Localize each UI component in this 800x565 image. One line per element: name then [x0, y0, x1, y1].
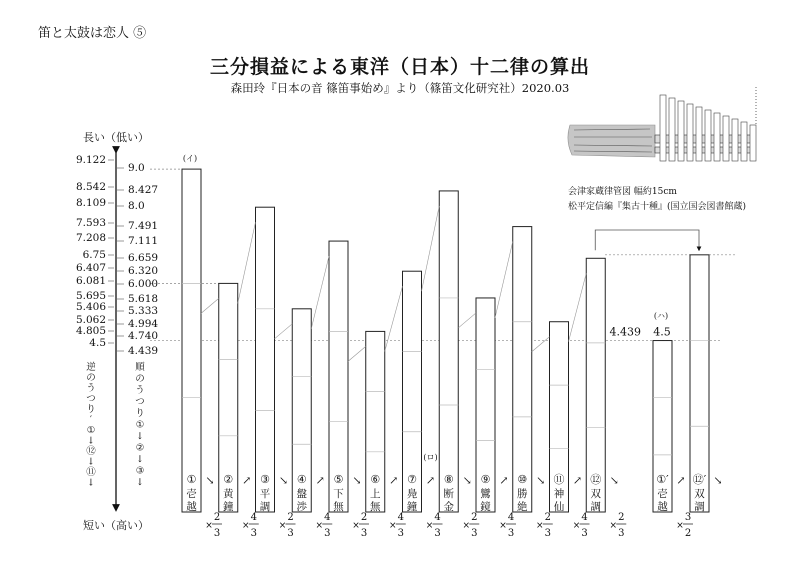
inner-value: 6.659 [128, 252, 159, 264]
outer-value: 7.593 [75, 217, 106, 229]
inner-order-note: の [135, 373, 145, 385]
pipe-name-char: 無 [333, 501, 344, 513]
multiplier-denominator: 3 [360, 528, 368, 539]
pipe-name-char: 金 [443, 501, 454, 513]
pipe-number: ⑦ [407, 473, 417, 486]
outer-order-note: う [86, 383, 96, 394]
outer-value: 8.542 [75, 181, 106, 193]
multiplier-sign: × [352, 521, 360, 531]
outer-order-note: ↓ [87, 435, 95, 447]
pipe-name-char: 断 [443, 488, 454, 500]
multiplier-denominator: 3 [397, 528, 404, 539]
pipe-arrow: ↗ [572, 474, 583, 487]
inner-value: 5.618 [128, 293, 159, 305]
pipe-arrow: ↗ [389, 474, 399, 487]
outer-value: 6.75 [82, 249, 106, 261]
outer-order-note: ↓ [87, 456, 95, 468]
outer-order-note: ↓ [87, 477, 95, 489]
outer-value: 4.5 [89, 337, 106, 349]
pipe-number: ⑧ [443, 473, 454, 486]
inner-value: 5.333 [128, 305, 159, 317]
axis-top-label: 長い（低い） [83, 131, 149, 144]
outer-order-note: ′ [89, 414, 93, 426]
multiplier-numerator: 3 [684, 512, 692, 523]
connector-line [495, 242, 513, 318]
pipe-number: ② [223, 473, 234, 486]
multiplier-numerator: 4 [250, 512, 257, 523]
inner-order-note: つ [135, 396, 145, 408]
multiplier-numerator: 4 [507, 512, 515, 523]
outer-order-note: ⑫ [86, 446, 96, 457]
inner-order-note: ① [135, 419, 145, 431]
outer-order-note: り [86, 404, 96, 415]
pipe-number: ⑩ [517, 473, 528, 486]
multiplier-denominator: 3 [250, 528, 257, 539]
pipe-number: ⑫ [590, 473, 602, 486]
multiplier-sign: × [388, 521, 397, 531]
inner-order-note: う [135, 385, 145, 396]
marker-ha: (ハ) [653, 311, 669, 321]
transfer-bracket [595, 230, 699, 250]
pipe-13 [653, 341, 672, 512]
connector-line [201, 298, 219, 313]
multiplier-numerator: 2 [287, 512, 294, 523]
connector-line [385, 286, 403, 351]
pipe-name-char: 無 [370, 501, 381, 513]
multiplier-denominator: 3 [544, 528, 551, 539]
multiplier-denominator: 3 [434, 528, 441, 539]
pipe-8 [439, 191, 458, 512]
multiplier-numerator: 4 [397, 512, 404, 523]
label-4-5: 4.5 [653, 325, 671, 339]
multiplier-sign: × [535, 521, 544, 531]
outer-order-note: 逆 [86, 362, 96, 373]
pipe-name-char: 上 [370, 488, 381, 500]
pipe-number: ⑪ [553, 473, 565, 486]
image-caption-1: 会津家蔵律管図 幅約15cm [568, 187, 677, 197]
inner-order-note: ↓ [136, 454, 144, 465]
multiplier-numerator: 4 [324, 512, 331, 523]
outer-order-note: ⑪ [86, 467, 96, 478]
outer-value: 6.407 [75, 262, 106, 274]
pipe-name-char: 双 [694, 488, 705, 500]
pipe-1 [182, 169, 201, 512]
pipe-number: ⑥ [370, 473, 381, 486]
multiplier-sign: × [315, 521, 324, 531]
pipe-arrow: ↘ [205, 474, 215, 487]
inner-value: 9.0 [128, 162, 145, 174]
pipe-name-char: 平 [259, 488, 271, 500]
pipe-name-char: 越 [657, 501, 668, 513]
multiplier-numerator: 2 [618, 512, 625, 523]
image-caption-2: 松平定信編『集古十種』(国立国会図書館蔵) [568, 202, 747, 212]
connector-line [458, 313, 476, 328]
outer-value: 4.805 [75, 325, 106, 337]
outer-order-note: の [86, 372, 96, 384]
pipe-name-char: 下 [333, 488, 344, 500]
pipe-number: ④ [296, 473, 307, 486]
marker-i: (イ) [182, 154, 198, 164]
inner-order-note: ② [135, 442, 145, 454]
pipe-arrow: ↘ [536, 474, 546, 487]
outer-value: 9.122 [75, 154, 106, 166]
pipe-name-char: 黄 [223, 488, 234, 500]
inner-order-note: ③ [135, 465, 145, 477]
pipe-number: ③ [260, 473, 270, 486]
multiplier-denominator: 3 [287, 528, 294, 539]
pipe-name-char: 鏡 [480, 501, 491, 513]
pipe-3 [256, 207, 275, 512]
multiplier-sign: × [676, 521, 684, 531]
inner-value: 4.740 [128, 330, 159, 342]
multiplier-denominator: 3 [471, 528, 478, 539]
pipe-number: ① [186, 473, 197, 486]
pipe-arrow: ↘ [278, 474, 289, 487]
connector-line [422, 206, 440, 291]
pipe-5 [329, 241, 348, 512]
inner-value: 4.994 [128, 318, 159, 330]
outer-value: 7.208 [75, 232, 106, 244]
multiplier-sign: × [205, 521, 213, 531]
outer-value: 5.062 [75, 314, 106, 326]
marker-ro: (ロ) [423, 453, 438, 462]
outer-order-note: つ [86, 393, 96, 405]
inner-order-note: り [135, 408, 145, 419]
multiplier-numerator: 4 [581, 512, 588, 523]
pipe-name-char: 鸞 [480, 488, 491, 500]
pipe-name-char: 絶 [517, 501, 528, 513]
pipe-name-char: 越 [186, 501, 197, 513]
pipe-name-char: 仙 [553, 501, 565, 513]
label-4-439: 4.439 [609, 325, 641, 339]
inner-order-note: ↓ [136, 431, 144, 442]
page-subtitle: 森田玲『日本の音 篠笛事始め』より（篠笛文化研究社）2020.03 [230, 81, 570, 95]
pipe-name-char: 鳧 [406, 488, 418, 500]
multiplier-sign: × [241, 521, 250, 531]
pipe-number: ①′ [656, 473, 669, 486]
multiplier-numerator: 2 [213, 512, 221, 523]
pipe-name-char: 調 [259, 501, 271, 513]
multiplier-sign: × [278, 521, 287, 531]
pipe-number: ⑨ [480, 473, 491, 486]
pipe-arrow: ↗ [425, 474, 436, 487]
pipe-10 [513, 227, 532, 512]
outer-value: 5.406 [75, 301, 106, 313]
multiplier-sign: × [609, 521, 618, 531]
pipe-name-char: 調 [590, 501, 601, 513]
inner-order-note: 順 [135, 362, 145, 373]
multiplier-sign: × [499, 521, 507, 531]
inner-value: 7.491 [128, 220, 159, 232]
pipe-arrow: ↘ [713, 474, 723, 487]
pipe-arrow: ↗ [499, 474, 509, 487]
multiplier-denominator: 3 [618, 528, 625, 539]
pipe-name-char: 鐘 [223, 501, 234, 513]
inner-value: 6.000 [128, 278, 159, 290]
multiplier-sign: × [425, 521, 434, 531]
pipe-number: ⑤ [333, 473, 344, 486]
pipe-name-char: 渉 [296, 501, 307, 513]
pipe-name-char: 盤 [296, 488, 307, 500]
pipe-arrow: ↘ [462, 474, 472, 487]
pipe-name-char: 双 [590, 488, 601, 500]
multiplier-sign: × [462, 521, 471, 531]
inner-value: 7.111 [128, 235, 159, 247]
multiplier-numerator: 2 [544, 512, 551, 523]
connector-line [238, 222, 256, 303]
pipe-name-char: 調 [694, 501, 705, 513]
outer-value: 6.081 [75, 275, 106, 287]
outer-order-note: ① [86, 425, 96, 436]
page-title: 三分損益による東洋（日本）十二律の算出 [209, 56, 590, 78]
pipe-arrow: ↗ [242, 474, 252, 487]
connector-line [348, 346, 366, 361]
connector-line [532, 337, 550, 352]
multiplier-numerator: 2 [471, 512, 478, 523]
inner-value: 8.427 [128, 184, 159, 196]
inner-value: 4.439 [128, 345, 159, 357]
pipe-number: ⑫′ [692, 473, 707, 486]
multiplier-denominator: 3 [324, 528, 331, 539]
pipe-arrow: ↘ [609, 474, 619, 487]
multiplier-numerator: 4 [434, 512, 441, 523]
pipe-arrow: ↗ [676, 474, 686, 487]
inner-value: 8.0 [128, 200, 145, 212]
multiplier-denominator: 3 [507, 528, 515, 539]
connector-line [569, 273, 587, 341]
multiplier-denominator: 3 [213, 528, 221, 539]
axis-bottom-label: 短い（高い） [83, 519, 149, 532]
pipe-name-char: 壱 [657, 488, 668, 500]
multiplier-numerator: 2 [360, 512, 368, 523]
multiplier-sign: × [572, 521, 581, 531]
connector-line [275, 324, 293, 339]
pipe-name-char: 勝 [517, 488, 528, 500]
outer-value: 5.695 [75, 290, 106, 302]
pipe-name-char: 鐘 [406, 501, 418, 513]
connector-line [311, 256, 329, 329]
pipe-name-char: 壱 [186, 488, 197, 500]
pipe-name-char: 神 [553, 488, 565, 500]
multiplier-denominator: 2 [684, 528, 692, 539]
pipe-arrow: ↗ [315, 474, 325, 487]
series-label: 笛と太鼓は恋人 ⑤ [38, 26, 147, 41]
multiplier-denominator: 3 [581, 528, 588, 539]
inner-order-note: ↓ [136, 477, 144, 488]
inner-value: 6.320 [128, 265, 159, 277]
pipe-arrow: ↘ [352, 474, 362, 487]
outer-value: 8.109 [75, 197, 106, 209]
